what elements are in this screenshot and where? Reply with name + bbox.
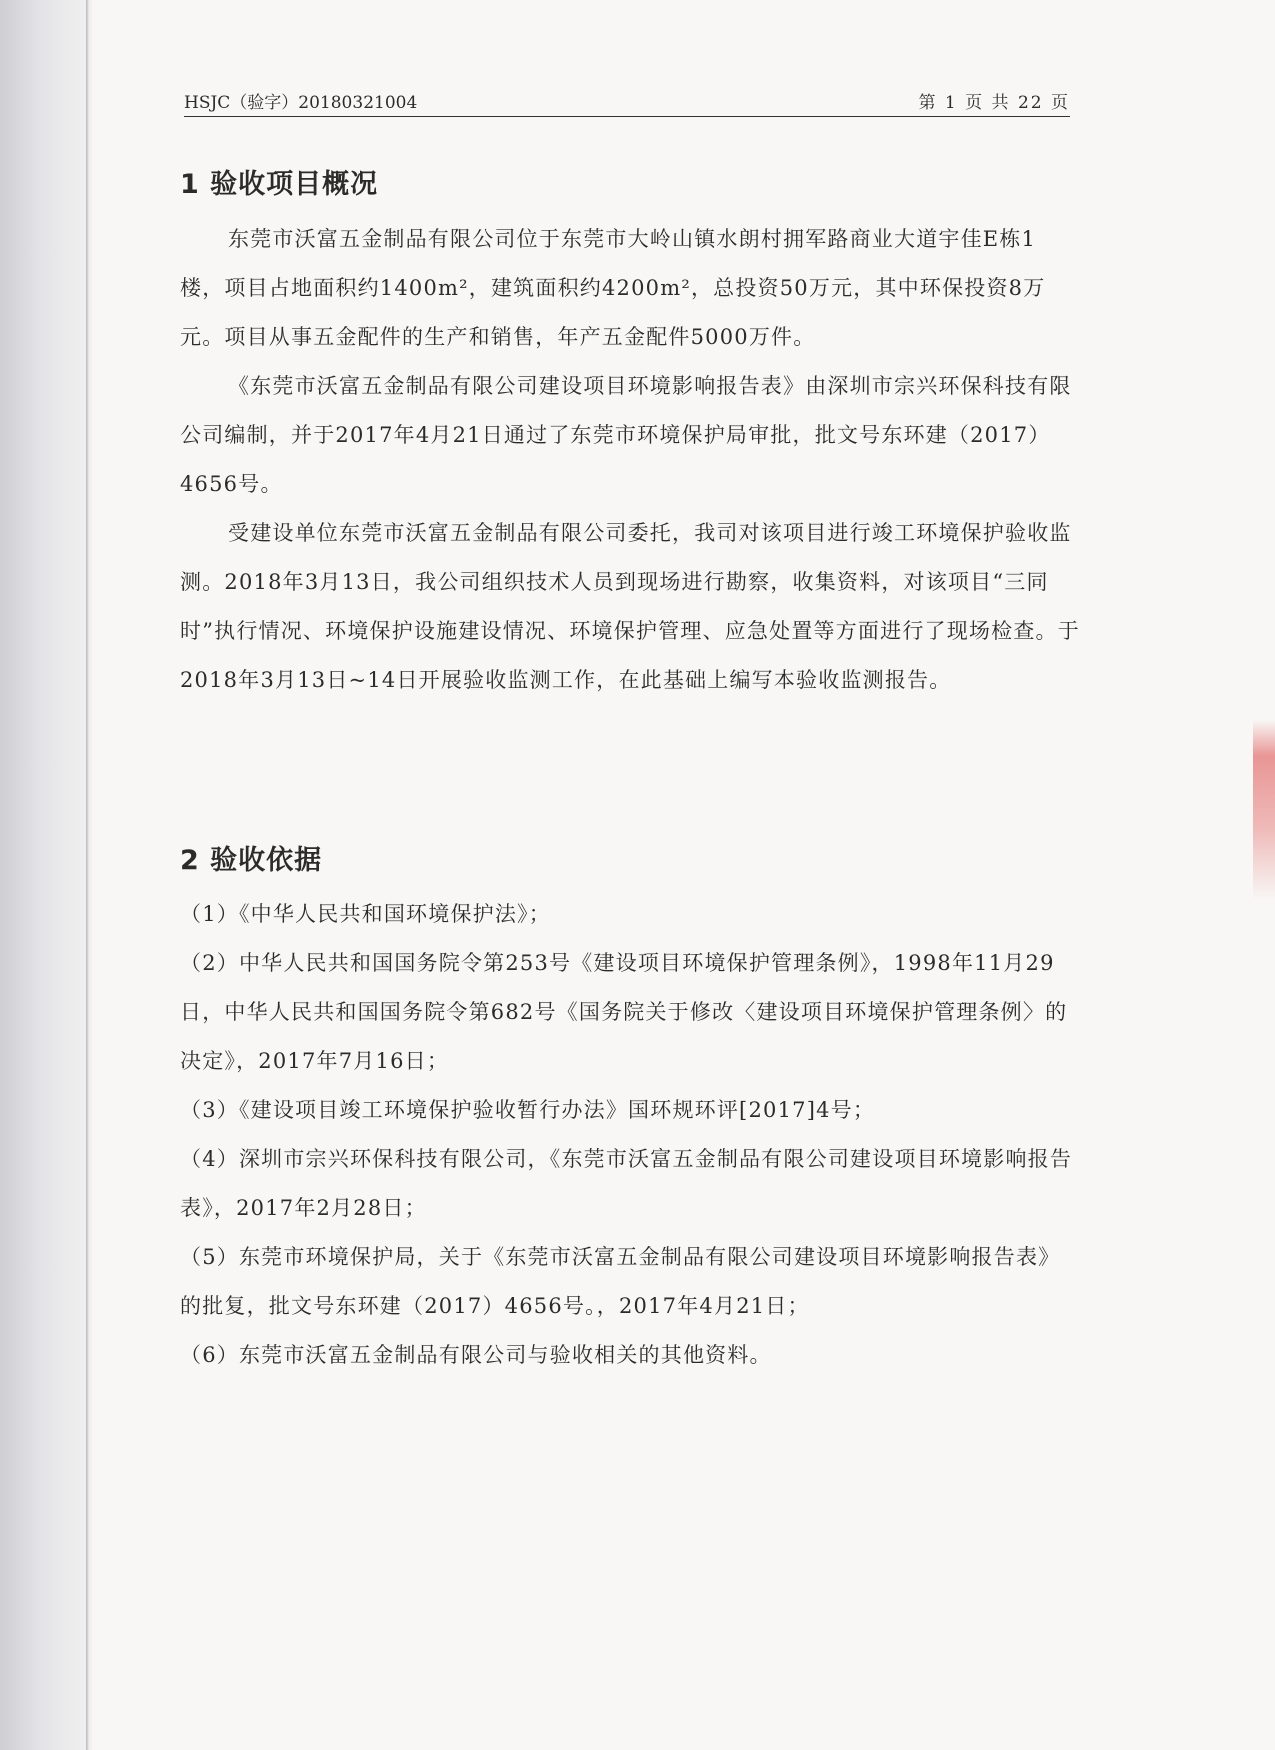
list-item: （2）中华人民共和国国务院令第253号《建设项目环境保护管理条例》，1998年11月29日，中华人民共和国国务院令第682号《国务院关于修改〈建设项目环境保护管理条例〉的决定》，2017年7月16日； — [180, 951, 1068, 1073]
paragraph: 受建设单位东莞市沃富五金制品有限公司委托，我司对该项目进行竣工环境保护验收监测。2018年3月13日，我公司组织技术人员到现场进行勘察，收集资料，对该项目“三同时”执行情况、环境保护设施建设情况、环境保护管理、应急处置等方面进行了现场检查。于2018年3月13日~14日开展验收监测工作，在此基础上编写本验收监测报告。 — [180, 521, 1080, 692]
page-number: 第 1 页 共 22 页 — [918, 93, 1070, 113]
list-item: （1）《中华人民共和国环境保护法》； — [180, 902, 551, 926]
paragraph: 东莞市沃富五金制品有限公司位于东莞市大岭山镇水朗村拥军路商业大道宇佳E栋1楼，项目占地面积约1400m²，建筑面积约4200m²，总投资50万元，其中环保投资8万元。项目从事五金配件的生产和销售，年产五金配件5000万件。 — [180, 227, 1046, 349]
section-1-title: 1 验收项目概况 — [180, 169, 379, 200]
section-2-title: 2 验收依据 — [180, 845, 323, 876]
document-id: HSJC（验字）20180321004 — [184, 93, 418, 113]
list-item: （6）东莞市沃富五金制品有限公司与验收相关的其他资料。 — [180, 1343, 772, 1367]
section-1-body — [180, 215, 1080, 705]
list-item: （3）《建设项目竣工环境保护验收暂行办法》国环规环评[2017]4号； — [180, 1098, 876, 1122]
list-item: （5）东莞市环境保护局，关于《东莞市沃富五金制品有限公司建设项目环境影响报告表》的批复，批文号东环建（2017）4656号。，2017年4月21日； — [180, 1245, 1061, 1318]
page-binding-shadow — [0, 0, 92, 1750]
paragraph: 《东莞市沃富五金制品有限公司建设项目环境影响报告表》由深圳市宗兴环保科技有限公司编制，并于2017年4月21日通过了东莞市环境保护局审批，批文号东环建（2017）4656号。 — [180, 374, 1072, 496]
section-2-list — [180, 890, 1080, 1380]
red-seal-edge — [1253, 720, 1275, 900]
binding-edge — [86, 0, 89, 1750]
page-header — [184, 90, 1070, 117]
list-item: （4）深圳市宗兴环保科技有限公司，《东莞市沃富五金制品有限公司建设项目环境影响报告表》，2017年2月28日； — [180, 1147, 1073, 1220]
